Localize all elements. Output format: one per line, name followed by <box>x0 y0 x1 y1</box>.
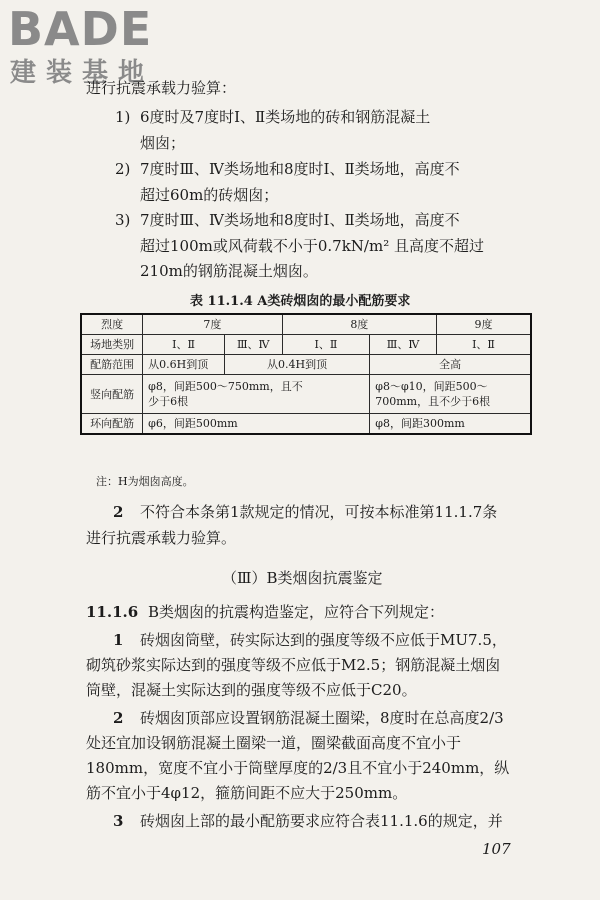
logo-wordmark: BADE <box>8 2 153 56</box>
row-header-range: 配筋范围 <box>81 355 143 375</box>
table-row-intensity <box>81 314 531 335</box>
table-row-hoop <box>81 414 531 435</box>
rebar-table <box>80 313 532 435</box>
cell-site-4: Ⅲ、Ⅳ <box>370 335 437 355</box>
cell-7-degree: 7度 <box>143 314 283 335</box>
item1-line-3: 筒壁，混凝土实际达到的强度等级不应低于C20。 <box>86 681 417 699</box>
list-item-1-line-1: 6度时及7度时Ⅰ、Ⅱ类场地的砖和钢筋混凝土 <box>140 108 431 126</box>
cell-range-1: 从0.6H到顶 <box>143 355 225 375</box>
cell-vertical-2: φ8～φ10，间距500～700mm，且不少于6根 <box>370 375 531 414</box>
cell-8-degree: 8度 <box>282 314 436 335</box>
row-header-hoop: 环向配筋 <box>81 414 143 435</box>
cell-site-2: Ⅲ、Ⅳ <box>224 335 282 355</box>
item1-line-1: 砖烟囱筒壁，砖实际达到的强度等级不应低于MU7.5， <box>140 631 507 649</box>
cell-site-3: Ⅰ、Ⅱ <box>282 335 370 355</box>
item2-line-3: 180mm，宽度不宜小于筒壁厚度的2/3且不宜小于240mm，纵 <box>86 759 510 777</box>
para2-line-2: 进行抗震承载力验算。 <box>86 529 237 547</box>
row-header-site: 场地类别 <box>81 335 143 355</box>
table-note: 注：H为烟囱高度。 <box>96 475 194 488</box>
list-item-2-line-2: 超过60m的砖烟囱； <box>140 186 279 204</box>
clause-number: 11.1.6 <box>86 603 139 621</box>
list-item-1-num: 1) <box>115 108 131 126</box>
item2-line-2: 处还宜加设钢筋混凝土圈梁一道，圈梁截面高度不宜小于 <box>86 734 462 752</box>
item3-line-1: 砖烟囱上部的最小配筋要求应符合表11.1.6的规定，并 <box>140 812 503 830</box>
row-header-vertical: 竖向配筋 <box>81 375 143 414</box>
logo-subtitle: 建装基地 <box>10 58 155 88</box>
table-caption: 表 11.1.4 A类砖烟囱的最小配筋要求 <box>190 294 411 309</box>
intro-tail: 进行抗震承载力验算： <box>86 79 237 97</box>
cell-site-1: Ⅰ、Ⅱ <box>143 335 225 355</box>
item1-line-2: 砌筑砂浆实际达到的强度等级不应低于M2.5；钢筋混凝土烟囱 <box>86 656 501 674</box>
item2-line-1: 砖烟囱顶部应设置钢筋混凝土圈梁，8度时在总高度2/3 <box>140 709 504 727</box>
para2-num: 2 <box>113 503 124 521</box>
list-item-3-num: 3) <box>115 211 131 229</box>
cell-range-2: 从0.4H到顶 <box>224 355 369 375</box>
list-item-3-line-1: 7度时Ⅲ、Ⅳ类场地和8度时Ⅰ、Ⅱ类场地，高度不 <box>140 211 460 229</box>
cell-vertical-1: φ8，间距500～750mm，且不少于6根 <box>143 375 370 414</box>
list-item-2-num: 2) <box>115 160 131 178</box>
section-heading: （Ⅲ）B类烟囱抗震鉴定 <box>222 569 383 587</box>
para2-line-1: 不符合本条第1款规定的情况，可按本标准第11.1.7条 <box>140 503 498 521</box>
clause-text: B类烟囱的抗震构造鉴定，应符合下列规定： <box>148 603 445 621</box>
item2-line-4: 筋不宜小于4φ12，箍筋间距不应大于250mm。 <box>86 784 408 802</box>
page-number: 107 <box>482 840 511 858</box>
item2-num: 2 <box>113 709 124 727</box>
list-item-3-line-3: 210m的钢筋混凝土烟囱。 <box>140 262 318 280</box>
list-item-1-line-2: 烟囱； <box>140 134 186 152</box>
list-item-3-line-2: 超过100m或风荷载不小于0.7kN/m² 且高度不超过 <box>140 237 484 255</box>
table-row-site <box>81 335 531 355</box>
row-header-intensity: 烈度 <box>81 314 143 335</box>
item3-num: 3 <box>113 812 124 830</box>
table-row-range <box>81 355 531 375</box>
table-row-vertical <box>81 375 531 414</box>
cell-range-3: 全高 <box>370 355 531 375</box>
cell-hoop-1: φ6，间距500mm <box>143 414 370 435</box>
list-item-2-line-1: 7度时Ⅲ、Ⅳ类场地和8度时Ⅰ、Ⅱ类场地，高度不 <box>140 160 460 178</box>
cell-9-degree: 9度 <box>436 314 531 335</box>
cell-site-5: Ⅰ、Ⅱ <box>436 335 531 355</box>
item1-num: 1 <box>113 631 124 649</box>
cell-hoop-2: φ8，间距300mm <box>370 414 531 435</box>
